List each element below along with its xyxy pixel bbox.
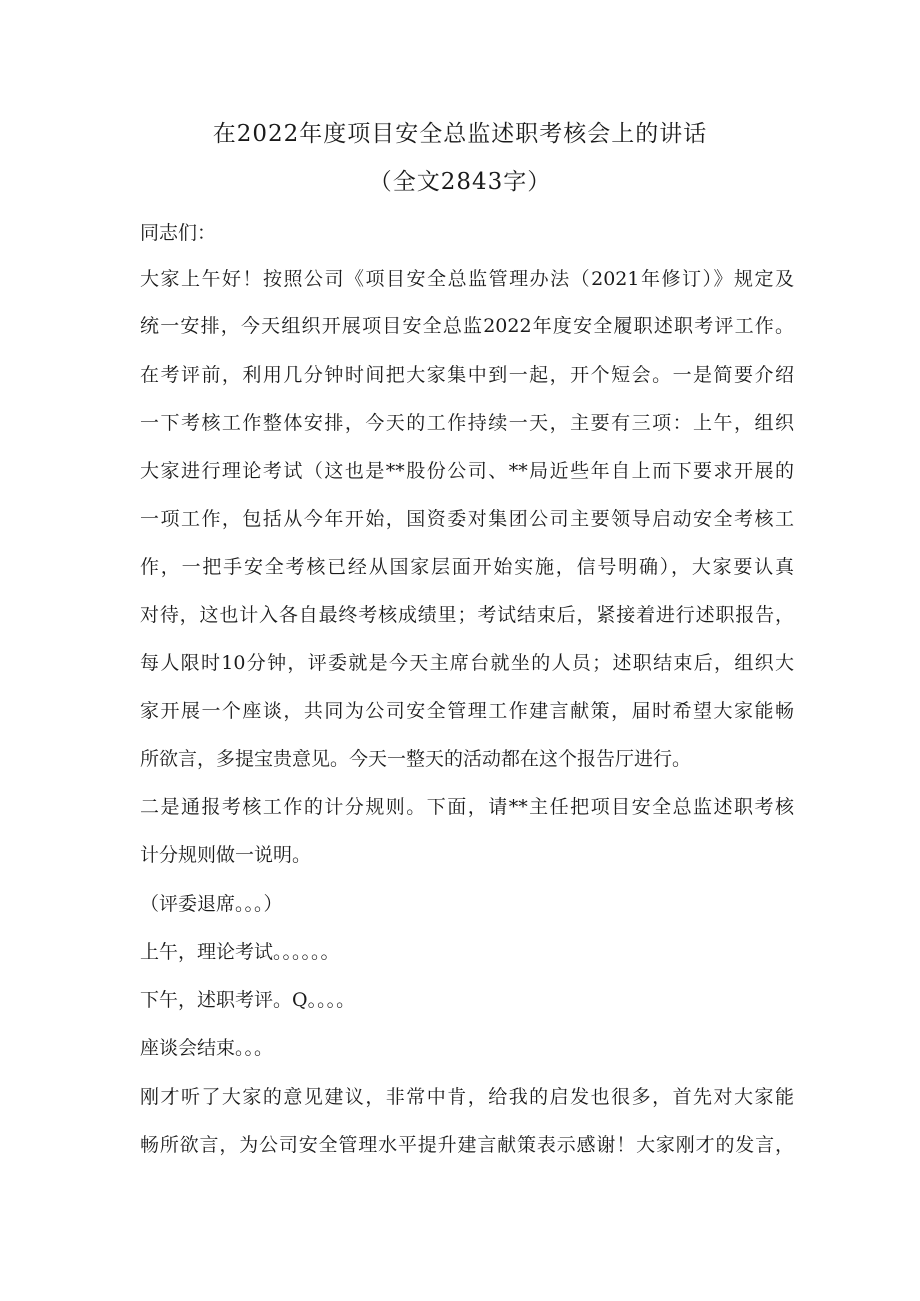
body-line: 每人限时10分钟，评委就是今天主席台就坐的人员；述职结束后，组织大 <box>140 652 794 674</box>
body-line: 在考评前，利用几分钟时间把大家集中到一起，开个短会。一是简要介绍 <box>140 364 794 386</box>
body-line: 下午，述职考评。Q。。。。 <box>140 989 356 1011</box>
body-line: 一下考核工作整体安排，今天的工作持续一天，主要有三项：上午，组织 <box>140 412 794 434</box>
body-line: 座谈会结束。。。 <box>140 1037 274 1059</box>
body-line: 大家进行理论考试（这也是**股份公司、**局近些年自上而下要求开展的 <box>140 460 794 482</box>
body-line: 大家上午好！按照公司《项目安全总监管理办法（2021年修订）》规定及 <box>140 268 794 290</box>
body-line: 畅所欲言，为公司安全管理水平提升建言献策表示感谢！大家刚才的发言， <box>140 1134 794 1156</box>
body-line: 对待，这也计入各自最终考核成绩里；考试结束后，紧接着进行述职报告， <box>140 604 794 626</box>
body-line: 所欲言，多提宝贵意见。今天一整天的活动都在这个报告厅进行。 <box>140 748 692 770</box>
body-line: 作，一把手安全考核已经从国家层面开始实施，信号明确），大家要认真 <box>140 556 794 578</box>
body-line: 二是通报考核工作的计分规则。下面，请**主任把项目安全总监述职考核 <box>140 796 794 818</box>
body-line: 统一安排，今天组织开展项目安全总监2022年度安全履职述职考评工作。 <box>140 315 794 337</box>
document-title: 在2022年度项目安全总监述职考核会上的讲话 <box>212 121 708 147</box>
body-line: 计分规则做一说明。 <box>140 844 312 866</box>
body-line: 上午，理论考试。。。。。。 <box>140 941 340 963</box>
body-line: 一项工作，包括从今年开始，国资委对集团公司主要领导启动安全考核工 <box>140 508 794 530</box>
body-line: 家开展一个座谈，共同为公司安全管理工作建言献策，届时希望大家能畅 <box>140 700 794 722</box>
greeting-line: 同志们： <box>140 222 217 244</box>
body-line: 刚才听了大家的意见建议，非常中肯，给我的启发也很多，首先对大家能 <box>140 1086 794 1108</box>
document-subtitle: （全文2843字） <box>368 169 552 195</box>
body-line: （评委退席。。。） <box>140 893 283 915</box>
